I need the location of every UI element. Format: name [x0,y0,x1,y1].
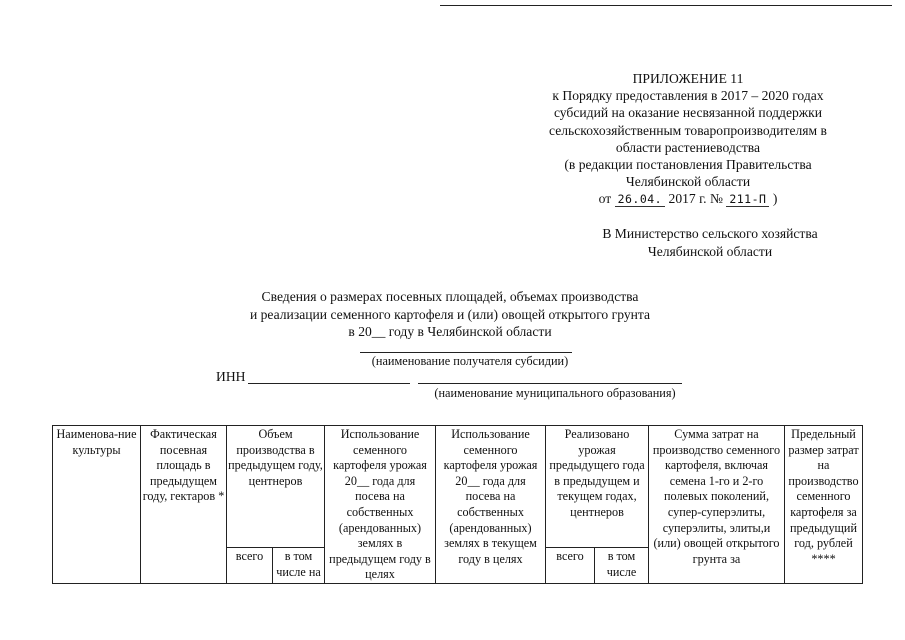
inn-label: ИНН [216,369,246,384]
title-line: и реализации семенного картофеля и (или) овощей открытого грунта [249,306,651,322]
appendix-line: (в редакции постановления Правительства [564,157,812,173]
recipient-caption: (наименование получателя субсидии) [371,354,569,368]
header-use-current-year: Использование семенного картофеля урожая 20__ года для посева на собственных (арендованных) землях в текущем году в целях [436,426,546,584]
header-production-volume: Объем производства в предыдущем году, центнеров [227,426,325,548]
addressee-line: Челябинской области [647,243,773,259]
addressee-line: В Министерство сельского хозяйства [602,226,818,241]
title-line: Сведения о размерах посевных площадей, объемах производства [261,289,639,304]
subheader-production-including: в том числе на [273,548,325,584]
appendix-line: к Порядку предоставления в 2017 – 2020 годах [552,88,824,104]
handwritten-number: 211-П [726,193,769,207]
subheader-production-total: всего [227,548,273,584]
appendix-title: ПРИЛОЖЕНИЕ 11 [632,71,744,86]
handwritten-date: 26.04. [615,193,666,207]
header-use-previous-year: Использование семенного картофеля урожая 20__ года для посева на собственных (арендованных) землях в предыдущем году в целях [325,426,436,584]
header-cost-limit: Предельный размер затрат на производство семенного картофеля за предыдущий год, рублей **** [785,426,863,584]
appendix-line: субсидий на оказание несвязанной поддержки [553,105,823,121]
title-line: в 20__ году в Челябинской области [348,324,552,339]
subheader-sold-total: всего [546,548,595,584]
subheader-sold-including: в том числе [595,548,649,584]
data-table [52,425,863,584]
appendix-line: сельскохозяйственным товаропроизводителям в [549,122,827,138]
appendix-line: Челябинской области [625,174,751,190]
header-sown-area: Фактическая посевная площадь в предыдущем году, гектаров * [141,426,227,584]
date-prefix: от [598,191,612,207]
header-crop-name: Наименова-ние культуры [53,426,141,584]
header-sold: Реализовано урожая предыдущего года в предыдущем и текущем годах, центнеров [546,426,649,548]
year-number-text: 2017 г. № [668,191,723,207]
close-paren: ) [772,191,778,207]
appendix-line: области растениеводства [615,139,761,155]
municipality-caption: (наименование муниципального образования) [434,386,676,400]
header-costs: Сумма затрат на производство семенного картофеля, включая семена 1-го и 2-го полевых поколений, супер-суперэлиты, суперэлиты, элиты,и (или) овощей открытого грунта за [649,426,785,584]
